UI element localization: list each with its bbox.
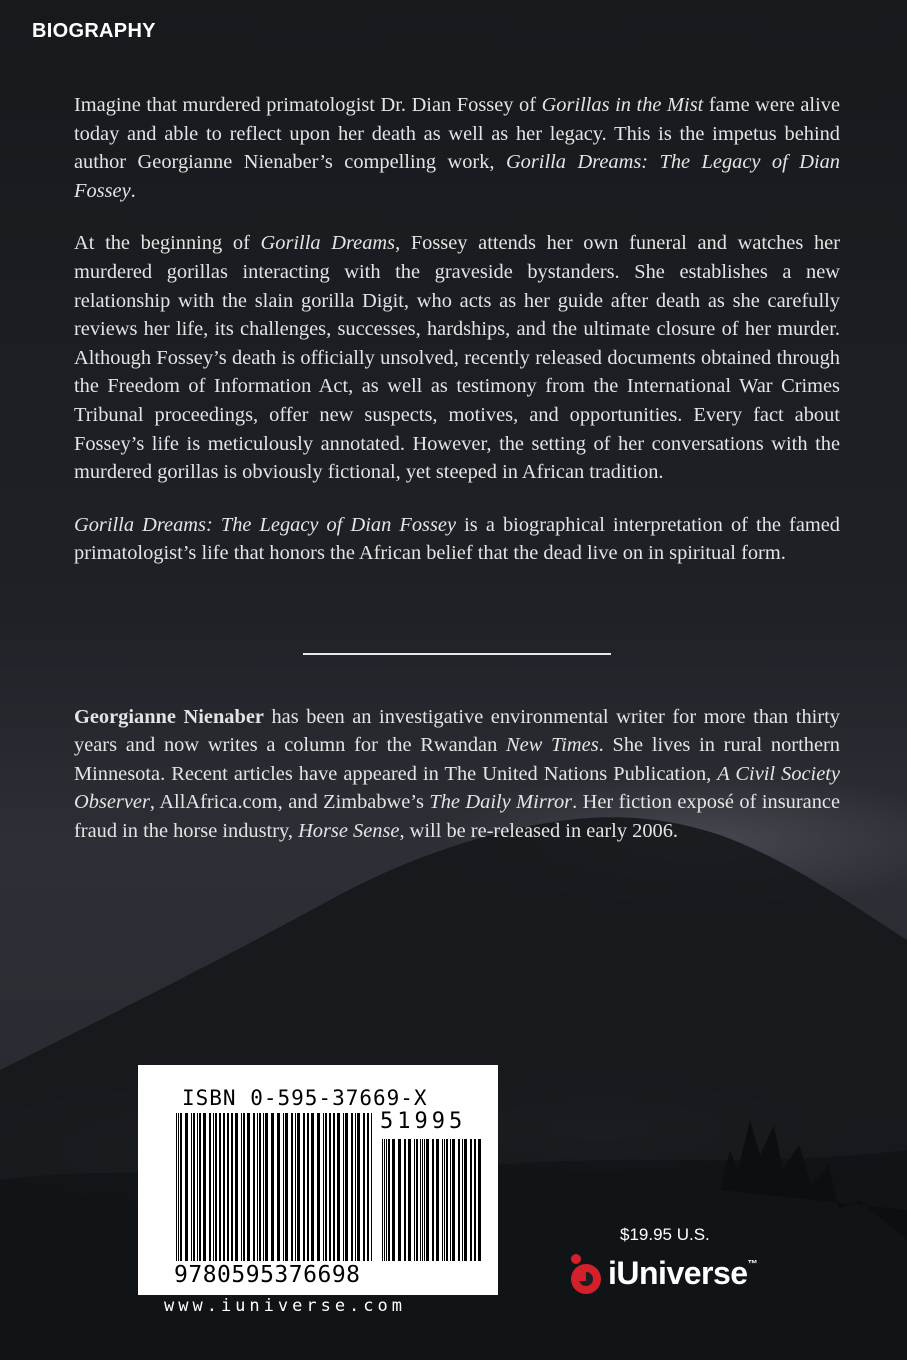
barcode-bar — [392, 1139, 395, 1261]
text-run: At the beginning of — [74, 232, 261, 255]
text-run: fame were alive today and able to reflect upon her death as well as her legacy. This is the impetus behind author Georgianne Nienaber’s compelling work, — [74, 94, 840, 174]
text-run: is a biographical interpretation of the famed primatologist’s life that honors the African belief that the dead live on in spiritual form. — [74, 513, 840, 565]
barcode-bar — [199, 1113, 201, 1261]
barcode-bar — [382, 1139, 383, 1261]
barcode-bar — [333, 1113, 335, 1261]
barcode-bar — [297, 1113, 300, 1261]
barcode-bar — [317, 1113, 320, 1261]
barcode-bar — [241, 1113, 242, 1261]
text-run: The Daily Mirror — [429, 791, 573, 814]
barcode-bar — [386, 1139, 387, 1261]
barcode-bar — [307, 1113, 309, 1261]
barcode-bar — [283, 1113, 284, 1261]
barcode-bar — [355, 1113, 356, 1261]
barcode-bar — [323, 1113, 324, 1261]
barcode-bar — [345, 1113, 348, 1261]
barcode-bar — [478, 1139, 481, 1261]
publisher-name-text: iUniverse — [608, 1255, 748, 1291]
text-run: A Civil Society Observer — [74, 762, 840, 814]
barcode-bar — [219, 1113, 221, 1261]
isbn-barcode — [138, 1065, 498, 1295]
barcode-bar — [398, 1139, 401, 1261]
barcode-bar — [458, 1139, 460, 1261]
text-run: , AllAfrica.com, and Zimbabwe’s — [149, 791, 430, 814]
description-paragraph-3 — [74, 511, 840, 568]
text-run: . — [130, 179, 136, 202]
barcode-bar — [197, 1113, 198, 1261]
text-run: New Times — [506, 734, 599, 757]
barcode-bar — [325, 1113, 327, 1261]
barcode-bar — [424, 1139, 425, 1261]
book-description — [74, 91, 840, 592]
isbn-number: ISBN 0-595-37669-X — [182, 1086, 428, 1110]
text-run: . She lives in rural northern Minnesota. Recent articles have appeared in The United Nations Publication, — [74, 734, 840, 785]
barcode-bar — [295, 1113, 296, 1261]
barcode-bar — [253, 1113, 255, 1261]
text-run: Horse Sense — [298, 819, 400, 842]
barcode-bar — [404, 1139, 406, 1261]
barcode-bar — [185, 1113, 188, 1261]
barcode-bar — [263, 1113, 264, 1261]
barcode-bar — [265, 1113, 268, 1261]
barcode-bar — [452, 1139, 455, 1261]
barcode-bar — [257, 1113, 258, 1261]
text-run: Georgianne Nienaber — [74, 706, 264, 728]
barcode-bar — [462, 1139, 463, 1261]
barcode-bar — [203, 1113, 206, 1261]
barcode-bar — [450, 1139, 451, 1261]
barcode-bar — [408, 1139, 411, 1261]
barcode-bar — [291, 1113, 293, 1261]
text-run: Gorilla Dreams: The Legacy of Dian Fossey — [74, 151, 840, 202]
barcode-bar — [271, 1113, 274, 1261]
author-bio-paragraph — [74, 703, 840, 845]
publisher-website: www.iuniverse.com — [164, 1296, 406, 1316]
barcode-bar — [363, 1113, 365, 1261]
barcode-bar — [180, 1113, 182, 1261]
text-run: Imagine that murdered primatologist Dr. Dian Fossey of — [74, 94, 542, 116]
price-addon-barcode-bars — [382, 1139, 482, 1261]
barcode-bar — [231, 1113, 233, 1261]
barcode-bar — [285, 1113, 288, 1261]
barcode-bar — [311, 1113, 314, 1261]
barcode-bar — [337, 1113, 340, 1261]
category-label: BIOGRAPHY — [32, 20, 156, 42]
barcode-bar — [215, 1113, 217, 1261]
barcode-bar — [213, 1113, 214, 1261]
text-run: Gorillas in the Mist — [541, 94, 704, 116]
barcode-bar — [446, 1139, 448, 1261]
barcode-bar — [420, 1139, 421, 1261]
text-run: . Her fiction exposé of insurance fraud in the horse industry, — [74, 791, 840, 842]
barcode-bar — [388, 1139, 390, 1261]
ean-digits: 9780595376698 — [174, 1262, 361, 1288]
description-paragraph-1 — [74, 91, 840, 205]
barcode-bar — [259, 1113, 261, 1261]
barcode-bar — [470, 1139, 472, 1261]
barcode-bar — [329, 1113, 331, 1261]
section-divider — [303, 653, 611, 655]
barcode-bar — [178, 1113, 179, 1261]
barcode-bar — [357, 1113, 360, 1261]
barcode-bar — [442, 1139, 443, 1261]
barcode-bar — [193, 1113, 195, 1261]
barcode-bar — [343, 1113, 344, 1261]
trademark-symbol: ™ — [747, 1259, 758, 1270]
barcode-bar — [464, 1139, 467, 1261]
barcode-bar — [303, 1113, 305, 1261]
barcode-bar — [371, 1113, 372, 1261]
ean-barcode-bars — [176, 1113, 376, 1261]
retail-price: $19.95 U.S. — [620, 1225, 710, 1244]
text-run: Gorilla Dreams: The Legacy of Dian Fossey — [74, 513, 457, 536]
barcode-bar — [436, 1139, 439, 1261]
barcode-bar — [191, 1113, 192, 1261]
barcode-bar — [416, 1139, 418, 1261]
price-code: 51995 — [380, 1109, 467, 1134]
barcode-bar — [414, 1139, 415, 1261]
text-run: Gorilla Dreams — [260, 232, 396, 255]
barcode-bar — [277, 1113, 280, 1261]
barcode-bar — [223, 1113, 225, 1261]
barcode-bar — [176, 1113, 177, 1261]
barcode-bar — [351, 1113, 353, 1261]
barcode-bar — [227, 1113, 229, 1261]
text-run: has been an investigative environmental writer for more than thirty years and now writes a column for the Rwandan — [74, 706, 840, 757]
barcode-bar — [444, 1139, 445, 1261]
barcode-bar — [474, 1139, 476, 1261]
barcode-bar — [426, 1139, 429, 1261]
barcode-bar — [243, 1113, 245, 1261]
barcode-bar — [367, 1113, 369, 1261]
description-paragraph-2 — [74, 229, 840, 486]
barcode-bar — [384, 1139, 385, 1261]
text-run: , Fossey attends her own funeral and watches her murdered gorillas interacting with the graveside bystanders. She establishes a new relationship with the slain gorilla Digit, who acts as her guide after death as she carefully reviews her life, its challenges, successes, hardships, and the ultimate closure of her murder. Although Fossey’s death is officially unsolved, recently released documents obtained through the Freedom of Information Act, as well as testimony from the International War Crimes Tribunal proceedings, offer new suspects, motives, and opportunities. Every fact about Fossey’s life is meticulously annotated. However, the setting of her conversations with the murdered gorillas is obviously fictional, yet steeped in African tradition. — [74, 232, 840, 484]
barcode-bar — [235, 1113, 238, 1261]
barcode-bar — [422, 1139, 423, 1261]
author-biography — [74, 703, 840, 845]
barcode-bar — [247, 1113, 250, 1261]
barcode-bar — [209, 1113, 211, 1261]
publisher-name — [608, 1255, 757, 1292]
barcode-bar — [432, 1139, 434, 1261]
iuniverse-logo-icon — [568, 1253, 608, 1297]
text-run: , will be re-released in early 2006. — [399, 819, 678, 842]
